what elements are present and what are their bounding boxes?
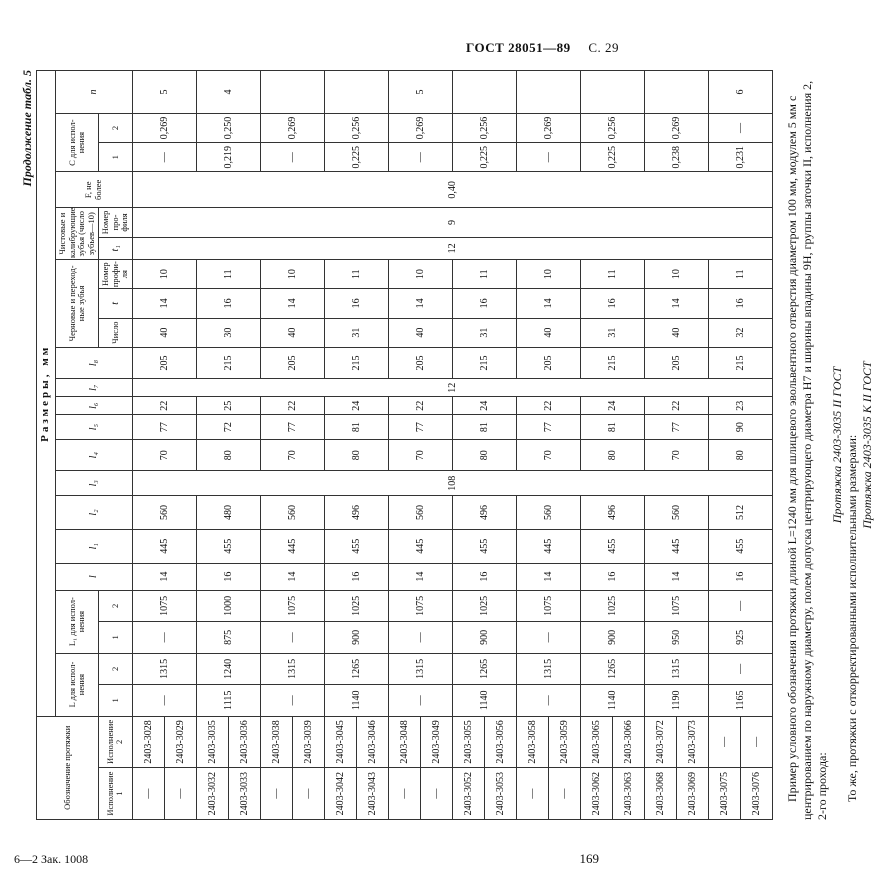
cell-exec1: 2403-3075 [708, 768, 740, 820]
cell-l2: 560 [516, 496, 580, 530]
cell-cnt: 40 [388, 318, 452, 347]
cell-exec1: 2403-3033 [228, 768, 260, 820]
cell-l2: 496 [324, 496, 388, 530]
cell-L2: 1240 [196, 653, 260, 684]
cell-l6: 22 [388, 397, 452, 415]
cell-l2: 560 [644, 496, 708, 530]
cell-t: 14 [644, 289, 708, 318]
cell-l8: 205 [516, 347, 580, 378]
cell-L2: 1265 [580, 653, 644, 684]
cell-cnt: 32 [708, 318, 772, 347]
cell-exec1: 2403-3043 [356, 768, 388, 820]
cell-prof: 10 [644, 260, 708, 289]
cell-exec2: 2403-3035 [196, 716, 228, 768]
cell-l1: 455 [196, 529, 260, 563]
cell-t: 14 [388, 289, 452, 318]
th-t1: t₁ [99, 237, 133, 259]
cell-t: 14 [260, 289, 324, 318]
cell-exec1: 2403-3063 [612, 768, 644, 820]
cell-l3-merged: 108 [132, 471, 772, 496]
cell-exec2: 2403-3065 [580, 716, 612, 768]
page-ref: С. 29 [588, 40, 619, 55]
cell-n: 6 [708, 71, 772, 114]
cell-C1: 0,225 [324, 143, 388, 172]
cell-l4: 80 [196, 439, 260, 470]
th-finish-teeth: Чистовые и калибрующие зубья (число зубьев—10) [56, 208, 99, 260]
cell-t1-merged: 12 [132, 237, 772, 259]
cell-l5: 77 [644, 415, 708, 440]
cell-exec1: — [548, 768, 580, 820]
cell-Li1: 900 [324, 622, 388, 653]
cell-l6: 24 [580, 397, 644, 415]
cell-C1: 0,231 [708, 143, 772, 172]
th-L1: L₁ для испол-нения [56, 590, 99, 653]
cell-n: 5 [132, 71, 196, 114]
th-C-sub2: 2 [99, 113, 133, 142]
cell-l: 14 [132, 563, 196, 590]
th-profile2: Номер про-филя [99, 208, 133, 237]
example-text: Пример условного обозначения протяжки длиной L=1240 мм для шлицевого эвольвентного отверстия диаметром 100 мм, модулем 5 мм с центрированием по наружному диаметру, полем допуска центрирующего диаметра H7 и ширины впадины 9H, группы заточки II, исполнения 2, 2-го прохода: [784, 80, 829, 820]
cell-C2: 0,256 [324, 113, 388, 142]
cell-l5: 81 [452, 415, 516, 440]
cell-l1: 455 [708, 529, 772, 563]
cell-L1: 1140 [324, 685, 388, 716]
th-rough-teeth: Черновые и переход-ные зубья [56, 260, 99, 348]
th-l3: l₃ [56, 471, 133, 496]
cell-C2: 0,256 [452, 113, 516, 142]
cell-cnt: 40 [516, 318, 580, 347]
cell-l: 14 [516, 563, 580, 590]
cell-profile2-merged: 9 [132, 208, 772, 237]
cell-Li2: 1025 [324, 590, 388, 621]
cell-cnt: 40 [132, 318, 196, 347]
cell-C2: 0,269 [260, 113, 324, 142]
cell-exec1: — [132, 768, 164, 820]
page-header [466, 40, 619, 56]
cell-prof: 10 [132, 260, 196, 289]
cell-exec1: 2403-3068 [644, 768, 676, 820]
continuation-label: Продолжение табл. 5 [20, 70, 34, 187]
cell-l4: 80 [324, 439, 388, 470]
cell-prof: 10 [388, 260, 452, 289]
cell-C1: — [516, 143, 580, 172]
cell-l2: 560 [260, 496, 324, 530]
cell-n [516, 71, 580, 114]
cell-exec2: 2403-3049 [420, 716, 452, 768]
th-exec2: Исполнение 2 [99, 716, 133, 768]
cell-exec1: 2403-3069 [676, 768, 708, 820]
table-body [132, 71, 772, 820]
cell-l5: 81 [324, 415, 388, 440]
cell-C2: 0,269 [644, 113, 708, 142]
th-t: t [99, 289, 133, 318]
cell-Li2: 1025 [580, 590, 644, 621]
cell-l: 16 [580, 563, 644, 590]
cell-l4: 70 [388, 439, 452, 470]
cell-cnt: 30 [196, 318, 260, 347]
cell-n [580, 71, 644, 114]
cell-l2: 496 [452, 496, 516, 530]
cell-exec2: 2403-3072 [644, 716, 676, 768]
cell-prof: 10 [260, 260, 324, 289]
cell-prof: 11 [324, 260, 388, 289]
cell-prof: 11 [580, 260, 644, 289]
cell-L1: — [388, 685, 452, 716]
cell-l5: 77 [516, 415, 580, 440]
cell-L1: — [516, 685, 580, 716]
page-number: 169 [579, 851, 599, 866]
cell-l1: 455 [580, 529, 644, 563]
th-l6: l₆ [56, 397, 133, 415]
cell-t: 16 [452, 289, 516, 318]
cell-l5: 77 [388, 415, 452, 440]
th-L1-sub1: 1 [99, 622, 133, 653]
cell-exec1: — [388, 768, 420, 820]
cell-exec2: 2403-3058 [516, 716, 548, 768]
th-l2: l₂ [56, 496, 133, 530]
cell-C2: 0,250 [196, 113, 260, 142]
cell-Li2: 1075 [644, 590, 708, 621]
cell-prof: 11 [452, 260, 516, 289]
cell-C2: 0,269 [388, 113, 452, 142]
cell-l: 16 [324, 563, 388, 590]
cell-C1: 0,225 [452, 143, 516, 172]
cell-l8: 205 [388, 347, 452, 378]
cell-l8: 205 [644, 347, 708, 378]
cell-l8: 215 [196, 347, 260, 378]
cell-l6: 22 [132, 397, 196, 415]
cell-exec1: 2403-3076 [740, 768, 772, 820]
cell-Li1: — [132, 622, 196, 653]
cell-L2: 1315 [260, 653, 324, 684]
cell-cnt: 31 [324, 318, 388, 347]
cell-exec2: 2403-3028 [132, 716, 164, 768]
cell-exec2: — [740, 716, 772, 768]
cell-Li2: 1000 [196, 590, 260, 621]
cell-l6: 24 [452, 397, 516, 415]
th-C: C для испол-нения [56, 113, 99, 171]
cell-Li2: 1075 [260, 590, 324, 621]
cell-prof: 10 [516, 260, 580, 289]
cell-exec2: 2403-3036 [228, 716, 260, 768]
cell-t: 16 [580, 289, 644, 318]
cell-exec2: 2403-3056 [484, 716, 516, 768]
cell-l6: 22 [516, 397, 580, 415]
th-count: Число [99, 318, 133, 347]
cell-L1: 1190 [644, 685, 708, 716]
cell-l: 16 [708, 563, 772, 590]
cell-n: 4 [196, 71, 260, 114]
cell-C2: 0,269 [132, 113, 196, 142]
cell-Li1: 950 [644, 622, 708, 653]
cell-exec2: 2403-3055 [452, 716, 484, 768]
cell-t: 14 [516, 289, 580, 318]
cell-exec1: — [292, 768, 324, 820]
cell-cnt: 31 [452, 318, 516, 347]
th-l7: l₇ [56, 379, 133, 397]
cell-exec1: 2403-3032 [196, 768, 228, 820]
cell-C2: 0,269 [516, 113, 580, 142]
cell-l5: 72 [196, 415, 260, 440]
cell-l6: 24 [324, 397, 388, 415]
cell-L2: — [708, 653, 772, 684]
cell-t: 16 [324, 289, 388, 318]
cell-L1: 1165 [708, 685, 772, 716]
cell-L2: 1265 [324, 653, 388, 684]
cell-L2: 1315 [644, 653, 708, 684]
rotated-content [18, 70, 875, 820]
cell-l1: 455 [452, 529, 516, 563]
cell-cnt: 40 [260, 318, 324, 347]
th-L1-sub2: 2 [99, 590, 133, 621]
cell-cnt: 40 [644, 318, 708, 347]
cell-l6: 22 [644, 397, 708, 415]
cell-exec2: — [708, 716, 740, 768]
cell-l4: 70 [644, 439, 708, 470]
cell-C1: — [388, 143, 452, 172]
cell-l8: 205 [132, 347, 196, 378]
cell-exec1: 2403-3062 [580, 768, 612, 820]
cell-Li1: — [388, 622, 452, 653]
cell-Li1: 925 [708, 622, 772, 653]
th-L-sub2: 2 [99, 653, 133, 684]
cell-l: 16 [452, 563, 516, 590]
cell-exec2: 2403-3066 [612, 716, 644, 768]
cell-t: 16 [196, 289, 260, 318]
cell-l5: 81 [580, 415, 644, 440]
cell-l2: 480 [196, 496, 260, 530]
cell-L1: — [132, 685, 196, 716]
th-l1: l₁ [56, 529, 133, 563]
th-F: F, не более [56, 172, 133, 208]
cell-t: 14 [132, 289, 196, 318]
cell-L2: 1265 [452, 653, 516, 684]
cell-exec2: 2403-3038 [260, 716, 292, 768]
cell-cnt: 31 [580, 318, 644, 347]
cell-l1: 445 [388, 529, 452, 563]
cell-t: 16 [708, 289, 772, 318]
cell-L2: 1315 [388, 653, 452, 684]
cell-l2: 560 [132, 496, 196, 530]
cell-l8: 205 [260, 347, 324, 378]
th-C-sub1: 1 [99, 143, 133, 172]
cell-l: 14 [260, 563, 324, 590]
cell-l5: 90 [708, 415, 772, 440]
cell-Li1: 900 [452, 622, 516, 653]
dimensions-table [36, 70, 773, 820]
cell-C1: — [132, 143, 196, 172]
cell-C1: 0,219 [196, 143, 260, 172]
th-L: L для испол-нения [56, 653, 99, 716]
cell-l1: 445 [260, 529, 324, 563]
cell-l4: 80 [708, 439, 772, 470]
cell-prof: 11 [196, 260, 260, 289]
cell-L1: 1115 [196, 685, 260, 716]
cell-l5: 77 [132, 415, 196, 440]
cell-C2: — [708, 113, 772, 142]
th-n: n [56, 71, 133, 114]
cell-n [260, 71, 324, 114]
cell-l6: 22 [260, 397, 324, 415]
cell-l4: 70 [132, 439, 196, 470]
th-l: l [56, 563, 133, 590]
th-designation: Обозначение протяжки [37, 716, 99, 819]
cell-l1: 445 [516, 529, 580, 563]
cell-exec1: 2403-3053 [484, 768, 516, 820]
th-sizes: Размеры, мм [37, 71, 56, 717]
cell-l: 14 [644, 563, 708, 590]
cell-C2: 0,256 [580, 113, 644, 142]
cell-Li2: — [708, 590, 772, 621]
cell-Li2: 1075 [132, 590, 196, 621]
cell-l6: 25 [196, 397, 260, 415]
cell-Li1: — [516, 622, 580, 653]
cell-F-merged: 0,40 [132, 172, 772, 208]
order-number: 6—2 Зак. 1008 [14, 852, 89, 866]
cell-prof: 11 [708, 260, 772, 289]
cell-L1: 1140 [580, 685, 644, 716]
cell-Li2: 1075 [516, 590, 580, 621]
cell-exec2: 2403-3029 [164, 716, 196, 768]
cell-C1: 0,238 [644, 143, 708, 172]
th-L-sub1: 1 [99, 685, 133, 716]
cell-Li2: 1075 [388, 590, 452, 621]
cell-exec1: — [420, 768, 452, 820]
table-row [132, 71, 164, 820]
cell-l8: 215 [580, 347, 644, 378]
cell-exec2: 2403-3045 [324, 716, 356, 768]
cell-L2: 1315 [132, 653, 196, 684]
cell-l5: 77 [260, 415, 324, 440]
cell-exec2: 2403-3039 [292, 716, 324, 768]
cell-L1: — [260, 685, 324, 716]
cell-Li1: 900 [580, 622, 644, 653]
cell-n [644, 71, 708, 114]
cell-C1: — [260, 143, 324, 172]
cell-exec1: 2403-3052 [452, 768, 484, 820]
revised-text: То же, протяжки с откорректированными исполнительными размерами: [844, 434, 859, 802]
th-exec1: Исполнение 1 [99, 768, 133, 820]
cell-l4: 70 [260, 439, 324, 470]
cell-l7-merged: 12 [132, 379, 772, 397]
cell-l8: 215 [324, 347, 388, 378]
cell-Li1: 875 [196, 622, 260, 653]
cell-exec1: — [260, 768, 292, 820]
cell-exec1: — [164, 768, 196, 820]
cell-n [452, 71, 516, 114]
cell-exec1: — [516, 768, 548, 820]
designation-example-2: Протяжка 2403-3035 К II ГОСТ [859, 361, 874, 529]
cell-Li2: 1025 [452, 590, 516, 621]
cell-l2: 496 [580, 496, 644, 530]
designation-example-1: Протяжка 2403-3035 II ГОСТ [829, 366, 844, 524]
th-l4: l₄ [56, 439, 133, 470]
cell-l4: 80 [580, 439, 644, 470]
cell-Li1: — [260, 622, 324, 653]
cell-l2: 560 [388, 496, 452, 530]
cell-l8: 215 [452, 347, 516, 378]
cell-L1: 1140 [452, 685, 516, 716]
notes [785, 70, 875, 820]
th-profile: Номер профи-ля [99, 260, 133, 289]
standard-title: ГОСТ 28051—89 [466, 40, 571, 55]
cell-exec2: 2403-3048 [388, 716, 420, 768]
cell-L2: 1315 [516, 653, 580, 684]
cell-l1: 445 [132, 529, 196, 563]
cell-l4: 70 [516, 439, 580, 470]
cell-l1: 455 [324, 529, 388, 563]
cell-l8: 215 [708, 347, 772, 378]
cell-C1: 0,225 [580, 143, 644, 172]
cell-n: 5 [388, 71, 452, 114]
cell-exec2: 2403-3046 [356, 716, 388, 768]
cell-exec2: 2403-3073 [676, 716, 708, 768]
cell-exec1: 2403-3042 [324, 768, 356, 820]
cell-l4: 80 [452, 439, 516, 470]
cell-l: 14 [388, 563, 452, 590]
th-l8: l₈ [56, 347, 133, 378]
cell-l: 16 [196, 563, 260, 590]
cell-l1: 445 [644, 529, 708, 563]
cell-l2: 512 [708, 496, 772, 530]
th-l5: l₅ [56, 415, 133, 440]
cell-l6: 23 [708, 397, 772, 415]
cell-exec2: 2403-3059 [548, 716, 580, 768]
cell-n [324, 71, 388, 114]
